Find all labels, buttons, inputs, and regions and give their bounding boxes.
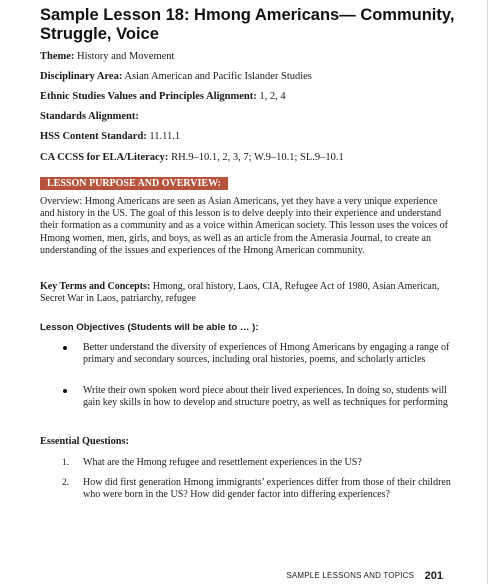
question-number: 1. [62, 458, 70, 468]
standards-alignment-label: Standards Alignment: [40, 111, 139, 122]
values-alignment-label: Ethnic Studies Values and Principles Alignment: [40, 91, 257, 102]
question-text: What are the Hmong refugee and resettlement experiences in the US? [83, 457, 362, 468]
ccss-line [40, 151, 344, 164]
objective-item [62, 385, 458, 409]
objective-text: Better understand the diversity of experiences of Hmong Americans by engaging a range of primary and secondary sources, including oral histories, poems, and scholarly articles [83, 342, 450, 366]
hss-standard-line [40, 130, 180, 143]
ccss-label: CA CCSS for ELA/Literacy: [40, 152, 169, 163]
hss-standard-value: 11.11.1 [149, 131, 181, 142]
disciplinary-area-value: Asian American and Pacific Islander Studies [124, 71, 312, 82]
theme-value: History and Movement [77, 51, 175, 62]
overview-text: Hmong Americans are seen as Asian Americans, yet they have a very unique experience and history in the US. The goal of this lesson is to delve deeply into their experience and understand their formation as a community and as a voice within American society. This lesson uses the voices of Hmong women, men, girls, and boys, as well as an article from the Amerasia Journal, to create an understanding of the issues and experiences of the Hmong American community. [40, 196, 448, 256]
essential-questions-heading: Essential Questions: [40, 436, 129, 447]
page-title: Sample Lesson 18: Hmong Americans— Community, Struggle, Voice [40, 6, 455, 43]
standards-alignment-line [40, 110, 139, 123]
question-item [62, 477, 458, 501]
key-terms-label: Key Terms and Concepts: [40, 281, 151, 292]
footer-section-title: SAMPLE LESSONS AND TOPICS [286, 571, 415, 581]
theme-line [40, 50, 174, 63]
question-number: 2. [62, 478, 70, 488]
overview-label: Overview: [40, 196, 83, 207]
lesson-purpose-banner: LESSON PURPOSE AND OVERVIEW: [40, 177, 228, 190]
page-footer [286, 567, 443, 585]
theme-label: Theme: [40, 51, 75, 62]
key-terms-paragraph [40, 281, 450, 305]
values-alignment-line [40, 90, 286, 103]
key-terms-text: Hmong, oral history, Laos, CIA, Refugee Act of 1980, Asian American, Secret War in Laos, patriarchy, refugee [40, 281, 440, 305]
values-alignment-value: 1, 2, 4 [259, 91, 286, 102]
disciplinary-area-label: Disciplinary Area: [40, 71, 123, 82]
question-text: How did first generation Hmong immigrants’ experiences differ from those of their children who were born in the US? How did gender factor into differing experiences? [83, 477, 451, 501]
overview-paragraph [40, 196, 450, 257]
question-item [62, 457, 458, 469]
objective-text: Write their own spoken word piece about their lived experiences. In doing so, students will gain key skills in how to develop and structure poetry, as well as techniques for performing [83, 385, 448, 409]
page-number: 201 [424, 569, 443, 582]
ccss-value: RH.9–10.1, 2, 3, 7; W.9–10.1; SL.9–10.1 [171, 152, 344, 163]
disciplinary-area-line [40, 70, 312, 83]
objective-item [62, 342, 458, 366]
objectives-heading: Lesson Objectives (Students will be able to … ): [40, 322, 259, 333]
hss-standard-label: HSS Content Standard: [40, 131, 147, 142]
